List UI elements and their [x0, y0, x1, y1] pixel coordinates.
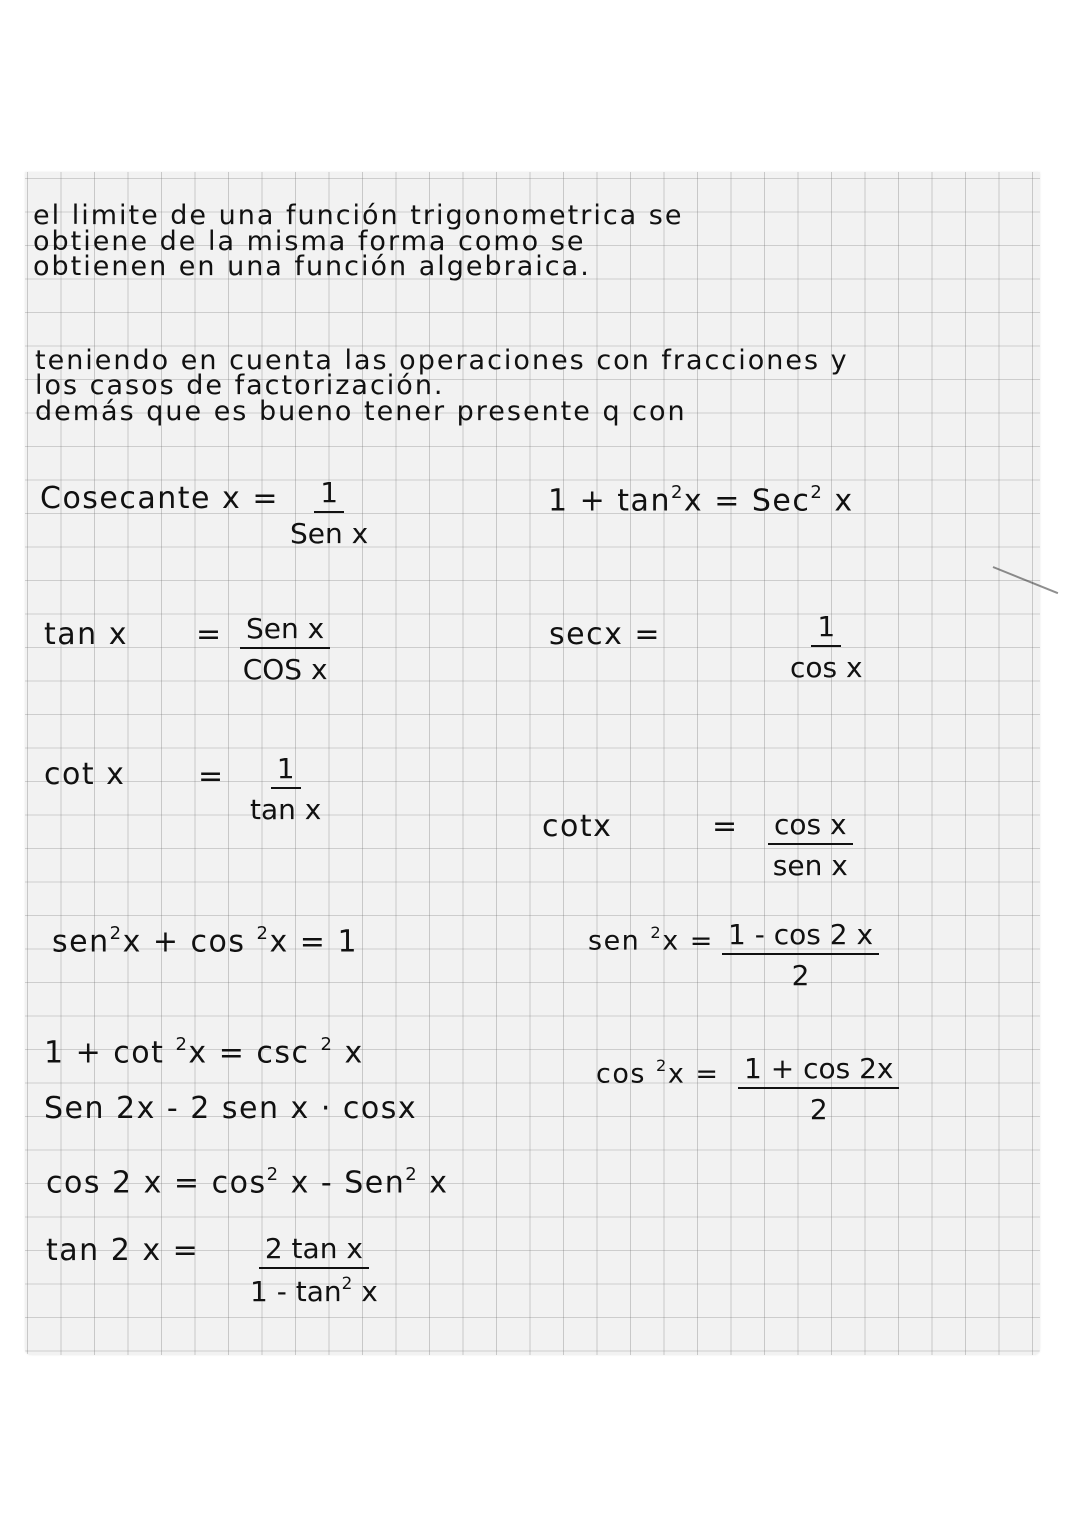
sen-squared-lhs	[588, 923, 714, 957]
sec-lhs: secx =	[549, 617, 662, 652]
tan-double-numerator: 2 tan x	[259, 1232, 369, 1269]
cosecant-lhs: Cosecante x =	[40, 481, 279, 516]
tan-denominator: COS x	[242, 653, 328, 686]
intro-line-2: obtiene de la misma forma como se	[33, 226, 586, 257]
cos-squared-lhs	[596, 1056, 720, 1090]
identity-tan-sec	[548, 484, 854, 517]
cos-squared-part-a: cos	[596, 1058, 657, 1090]
sen-squared-numerator: 1 - cos 2 x	[722, 918, 879, 955]
sec-numerator: 1	[811, 610, 841, 647]
pythagorean-part-a: sen	[52, 924, 110, 960]
exponent: 2	[656, 1056, 668, 1075]
cosecant-fraction	[290, 476, 368, 550]
cos-squared-denominator: 2	[809, 1093, 828, 1126]
tan-equals: =	[196, 617, 223, 652]
exponent: 2	[405, 1164, 419, 1185]
exponent: 2	[266, 1164, 280, 1185]
cos-squared-part-b: x =	[667, 1058, 720, 1090]
intro-line-3: obtienen en una función algebraica.	[33, 251, 591, 282]
sec-fraction	[790, 610, 863, 684]
exponent: 2	[341, 1273, 353, 1293]
tan-double-lhs: tan 2 x =	[46, 1233, 200, 1268]
sen-squared-part-a: sen	[588, 925, 651, 957]
cosecant-numerator: 1	[314, 476, 344, 513]
sen-squared-part-b: x =	[662, 925, 714, 957]
intro2-line-3: demás que es bueno tener presente q con	[35, 396, 687, 427]
identity-tan-sec-part-c: x	[823, 483, 854, 519]
identity-cot-csc-part-a: 1 + cot	[44, 1035, 176, 1071]
exponent: 2	[650, 923, 663, 942]
cos-double-part-a: cos 2 x = cos	[46, 1165, 267, 1201]
exponent: 2	[670, 482, 684, 503]
tan-lhs: tan x	[44, 617, 128, 652]
identity-tan-sec-part-b: x = Sec	[683, 483, 811, 519]
cot-denominator: tan x	[250, 793, 322, 826]
tan-numerator: Sen x	[240, 612, 330, 649]
sen-squared-fraction	[722, 918, 879, 992]
tan-double-fraction	[250, 1232, 378, 1308]
exponent: 2	[256, 923, 270, 944]
intro2-line-1: teniendo en cuenta las operaciones con fracciones y	[35, 345, 849, 376]
cot2-denominator: sen x	[772, 849, 848, 882]
tan-double-denominator	[250, 1269, 378, 1308]
intro-line-1: el limite de una función trigonometrica se	[33, 200, 684, 231]
exponent: 2	[109, 923, 123, 944]
cot2-equals: =	[712, 809, 739, 844]
cot2-lhs: cotx	[542, 809, 613, 844]
cot-fraction	[250, 752, 321, 826]
identity-cot-csc-part-b: x = csc	[188, 1035, 321, 1071]
tan-double-den-part-a: 1 - tan	[250, 1274, 342, 1308]
cot-numerator: 1	[271, 752, 301, 789]
pythagorean-part-c: x = 1	[269, 924, 359, 960]
identity-sen-double-angle: Sen 2x - 2 sen x · cosx	[44, 1091, 418, 1126]
cot-equals: =	[198, 759, 225, 794]
tan-fraction	[240, 612, 330, 686]
cos-double-part-b: x - Sen	[279, 1165, 406, 1201]
cos-squared-fraction	[738, 1052, 899, 1126]
identity-tan-sec-part-a: 1 + tan	[548, 483, 671, 519]
tan-double-den-part-b: x	[352, 1274, 378, 1308]
pythagorean-part-b: x + cos	[122, 924, 257, 960]
cot2-fraction	[768, 808, 853, 882]
exponent: 2	[175, 1034, 189, 1055]
cot-lhs: cot x	[44, 757, 126, 792]
exponent: 2	[320, 1034, 334, 1055]
identity-cot-csc	[44, 1036, 364, 1069]
identity-pythagorean	[52, 925, 358, 958]
identity-cot-csc-part-c: x	[333, 1035, 364, 1071]
sec-denominator: cos x	[790, 651, 863, 684]
cos-double-part-c: x	[418, 1165, 449, 1201]
intro2-line-2: los casos de factorización.	[35, 370, 445, 401]
cot2-numerator: cos x	[768, 808, 853, 845]
cos-squared-numerator: 1 + cos 2x	[738, 1052, 899, 1089]
identity-cos-double-angle	[46, 1166, 449, 1199]
exponent: 2	[810, 482, 824, 503]
cosecant-denominator: Sen x	[290, 517, 369, 550]
sen-squared-denominator: 2	[791, 959, 810, 992]
